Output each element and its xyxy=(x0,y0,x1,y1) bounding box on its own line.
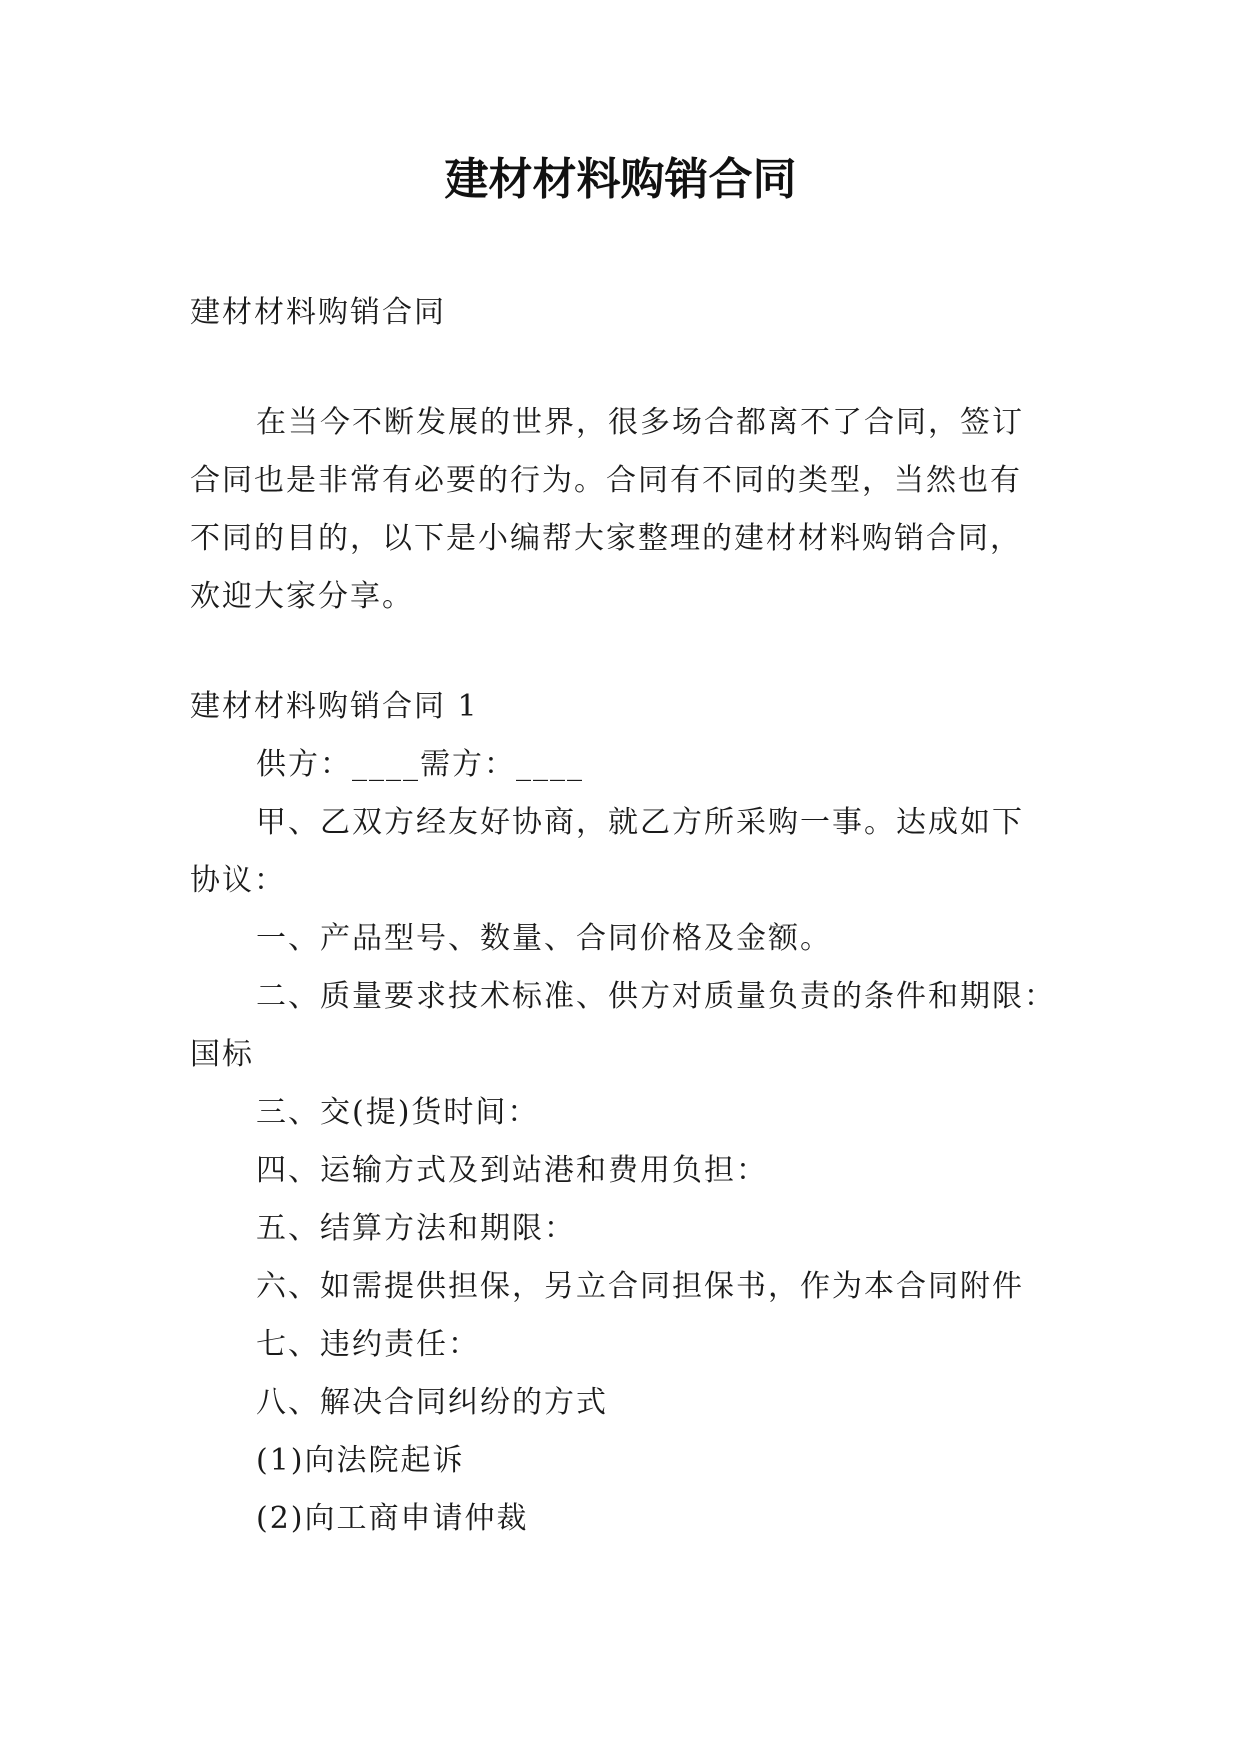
intro-line: 在当今不断发展的世界，很多场合都离不了合同，签订 xyxy=(256,405,1024,440)
agreement-paragraph xyxy=(190,794,1058,910)
clause-8: 八、解决合同纠纷的方式 xyxy=(256,1385,608,1420)
intro-line: 合同也是非常有必要的行为。合同有不同的类型，当然也有 xyxy=(190,463,1022,498)
agreement-line: 甲、乙双方经友好协商，就乙方所采购一事。达成如下 xyxy=(256,805,1024,840)
document-title: 建材材料购销合同 xyxy=(444,154,797,205)
clause-5: 五、结算方法和期限： xyxy=(256,1211,576,1246)
clause-8-option-1: (1)向法院起诉 xyxy=(256,1443,465,1478)
intro-line: 不同的目的，以下是小编帮大家整理的建材材料购销合同， xyxy=(190,521,1022,556)
clause-4: 四、运输方式及到站港和费用负担： xyxy=(256,1153,768,1188)
clause-6: 六、如需提供担保，另立合同担保书，作为本合同附件 xyxy=(256,1269,1024,1304)
clause-1: 一、产品型号、数量、合同价格及金额。 xyxy=(256,921,832,956)
clause-2-line: 二、质量要求技术标准、供方对质量负责的条件和期限： xyxy=(256,979,1056,1014)
parties-line: 供方：____需方：____ xyxy=(256,747,584,782)
clause-8-option-2: (2)向工商申请仲裁 xyxy=(256,1501,529,1536)
intro-paragraph xyxy=(190,394,1058,626)
clause-2 xyxy=(190,968,1058,1084)
agreement-line: 协议： xyxy=(190,863,286,898)
clause-7: 七、违约责任： xyxy=(256,1327,480,1362)
intro-line: 欢迎大家分享。 xyxy=(190,579,414,614)
section-heading: 建材材料购销合同 1 xyxy=(190,689,479,724)
document-subtitle: 建材材料购销合同 xyxy=(190,295,446,330)
spacer xyxy=(190,342,1058,394)
clause-3: 三、交(提)货时间： xyxy=(256,1095,540,1130)
clause-2-line: 国标 xyxy=(190,1037,254,1072)
spacer xyxy=(190,626,1058,678)
document-body xyxy=(190,284,1058,1548)
